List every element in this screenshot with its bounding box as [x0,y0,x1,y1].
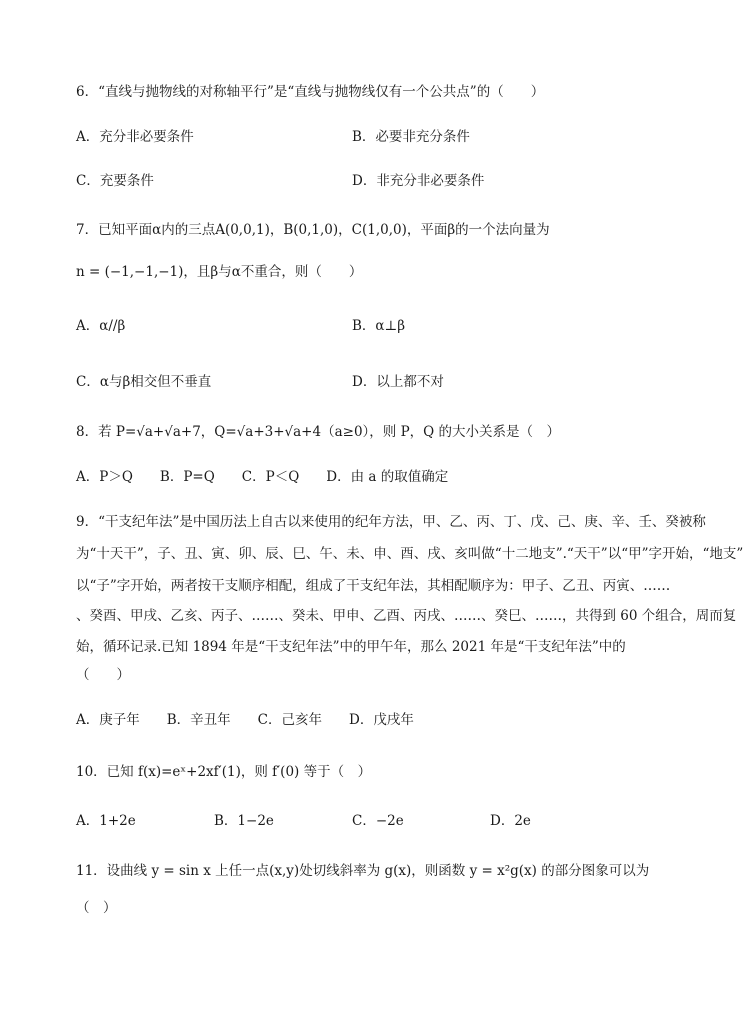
q9-stem-line1: 9．“干支纪年法”是中国历法上自古以来使用的纪年方法，甲、乙、丙、丁、戊、己、庚、辛、壬、癸被称 [76,514,706,530]
q11-stem-line1: 11．设曲线 y = sin x 上任一点(x,y)处切线斜率为 g(x)，则函数 y = x²g(x) 的部分图象可以为 [76,863,650,879]
q9-options: A．庚子年 B．辛丑年 C．己亥年 D．戊戌年 [76,712,414,728]
q8-stem: 8．若 P=√a+√a+7，Q=√a+3+√a+4（a≥0），则 P，Q 的大小关系是（ ） [76,424,561,440]
q10-stem: 10．已知 f(x)=eˣ+2xf′(1)，则 f′(0) 等于（ ） [76,764,372,780]
q9-stem-line4: 、癸酉、甲戌、乙亥、丙子、……、癸未、甲申、乙酉、丙戌、……、癸巳、……，共得到 60 个组合，周而复 [76,608,737,624]
q9-stem-line5: 始，循环记录.已知 1894 年是“干支纪年法”中的甲午年，那么 2021 年是“干支纪年法”中的 [76,639,626,655]
q7-option-a: A．α//β [76,318,126,334]
q6-option-c: C．充要条件 [76,173,154,189]
q7-stem-line2: n = (−1,−1,−1)，且β与α不重合，则（ ） [76,264,363,280]
q7-option-b: B．α⊥β [352,318,406,334]
q7-option-c: C．α与β相交但不垂直 [76,374,212,390]
q7-stem-line1: 7．已知平面α内的三点A(0,0,1)，B(0,1,0)，C(1,0,0)，平面β的一个法向量为 [76,222,550,238]
q10-option-d: D．2e [490,813,531,829]
q11-stem-line2: （ ） [76,900,117,916]
q7-option-d: D．以上都不对 [352,374,444,390]
q10-option-c: C．−2e [352,813,404,829]
q6-option-d: D．非充分非必要条件 [352,173,485,189]
q6-stem: 6．“直线与抛物线的对称轴平行”是“直线与抛物线仅有一个公共点”的（ ） [76,84,545,100]
q9-stem-line3: 以“子”字开始，两者按干支顺序相配，组成了干支纪年法，其相配顺序为：甲子、乙丑、丙寅、…… [76,578,671,594]
q9-stem-line2: 为“十天干”，子、丑、寅、卯、辰、巳、午、未、申、酉、戌、亥叫做“十二地支”.“天干”以“甲”字开始，“地支” [76,546,744,562]
q10-option-b: B．1−2e [214,813,274,829]
q10-option-a: A．1+2e [76,813,136,829]
q8-options: A．P＞Q B．P=Q C．P＜Q D．由 a 的取值确定 [76,469,449,485]
q9-stem-line6: （ ） [76,667,130,683]
q6-option-b: B．必要非充分条件 [352,129,470,145]
q6-option-a: A．充分非必要条件 [76,129,194,145]
